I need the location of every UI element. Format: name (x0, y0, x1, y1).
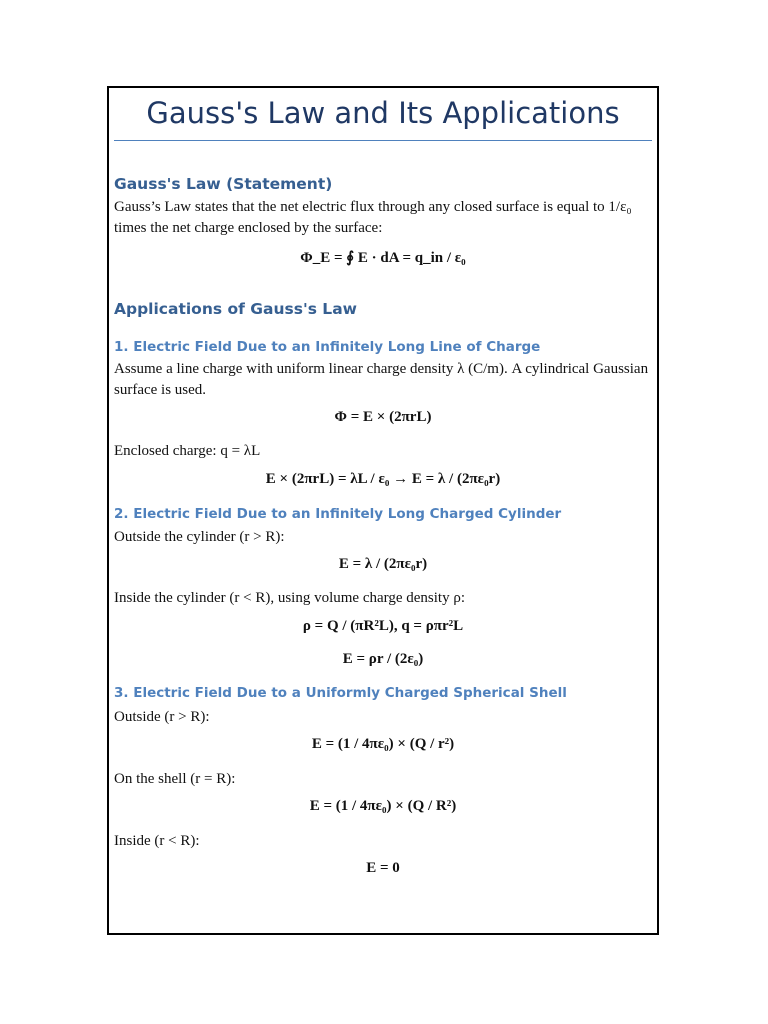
page-title: Gauss's Law and Its Applications (146, 96, 620, 130)
applications-heading: Applications of Gauss's Law (114, 300, 357, 318)
shell-outside-equation: E = (1 / 4πε₀) × (Q / r²) (311, 736, 455, 752)
line-charge-enclosed: Enclosed charge: q = λL (114, 443, 261, 459)
cylinder-density-equation: ρ = Q / (πR²L), q = ρπr²L (302, 618, 464, 634)
document-page (107, 86, 659, 935)
cylinder-heading: 2. Electric Field Due to an Infinitely Long Charged Cylinder (114, 506, 562, 522)
statement-text-line1: Gauss’s Law states that the net electric flux through any closed surface is equal to 1/ε₀ (114, 199, 632, 215)
line-charge-heading: 1. Electric Field Due to an Infinitely Long Line of Charge (114, 339, 541, 355)
cylinder-outside-label: Outside the cylinder (r > R): (114, 529, 285, 545)
gauss-equation: Φ_E = ∮ E · dA = q_in / ε₀ (300, 250, 466, 266)
cylinder-outside-equation: E = λ / (2πε₀r) (338, 556, 428, 572)
line-charge-text (114, 359, 654, 401)
line-charge-flux-equation: Φ = E × (2πrL) (334, 409, 432, 425)
line-charge-field-equation: E × (2πrL) = λL / ε₀ → E = λ / (2πε₀r) (265, 471, 501, 487)
statement-heading: Gauss's Law (Statement) (114, 175, 333, 193)
shell-outside-label: Outside (r > R): (114, 709, 210, 725)
shell-inside-label: Inside (r < R): (114, 833, 200, 849)
cylinder-inside-equation: E = ρr / (2ε₀) (342, 651, 424, 667)
statement-text (114, 197, 654, 239)
line-charge-text-line2: surface is used. (114, 382, 207, 398)
cylinder-inside-label: Inside the cylinder (r < R), using volume charge density ρ: (114, 590, 466, 606)
shell-inside-equation: E = 0 (366, 860, 400, 876)
statement-text-line2: times the net charge enclosed by the surface: (114, 220, 383, 236)
shell-on-equation: E = (1 / 4πε₀) × (Q / R²) (309, 798, 457, 814)
title-divider (114, 140, 652, 141)
shell-heading: 3. Electric Field Due to a Uniformly Charged Spherical Shell (114, 685, 567, 701)
shell-on-label: On the shell (r = R): (114, 771, 236, 787)
line-charge-text-line1: Assume a line charge with uniform linear charge density λ (C/m). A cylindrical Gaussian (114, 361, 649, 377)
